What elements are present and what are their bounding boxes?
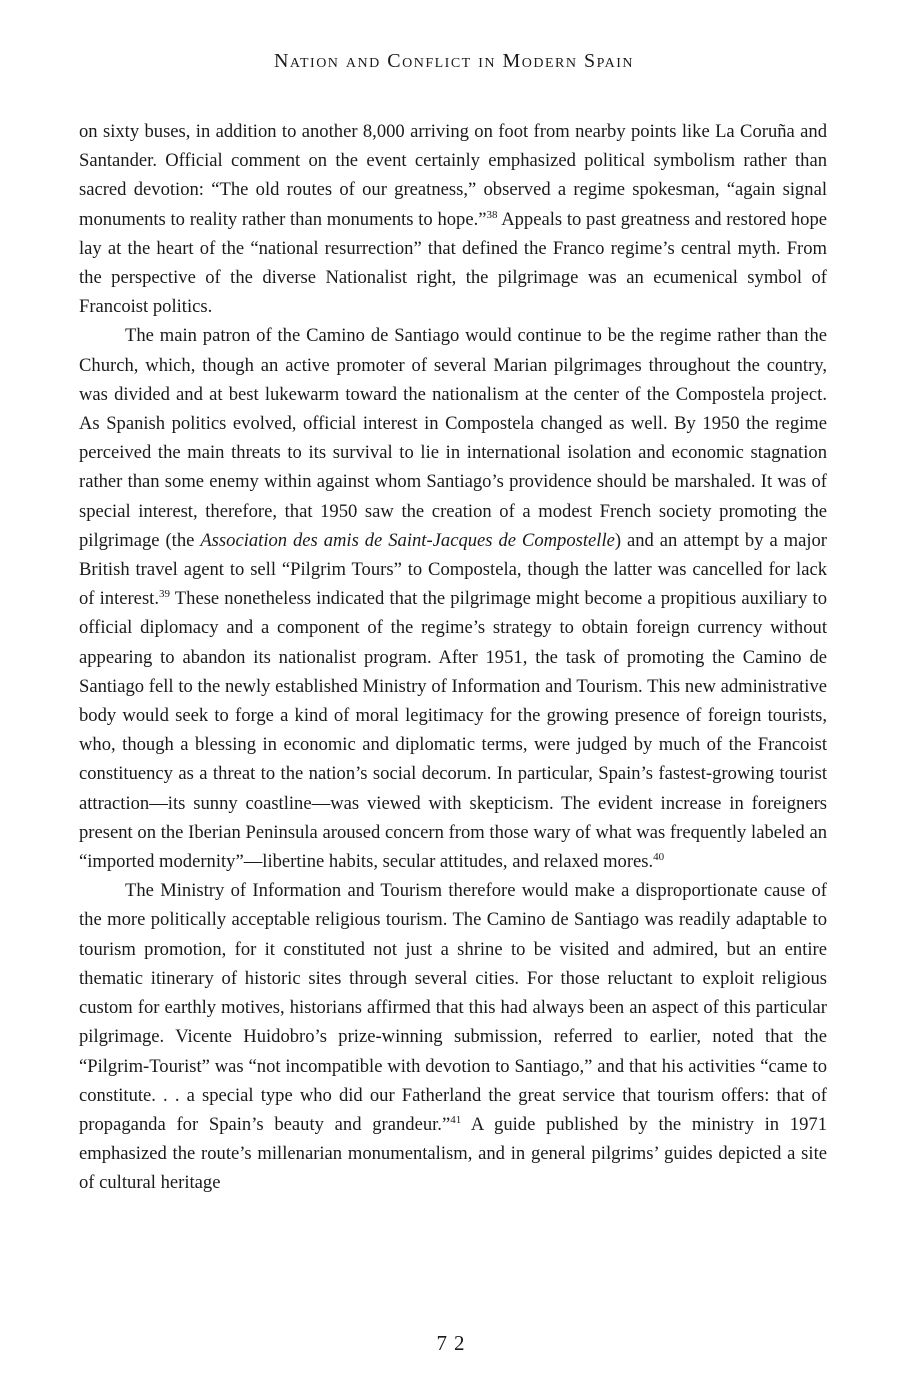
page-number: 72 bbox=[436, 1331, 472, 1355]
text-segment: ) and an attempt by a major British travel agent to sell “Pilgrim Tours” to Compostela, though the latter was cancelled for lack of interest. bbox=[79, 529, 827, 610]
running-head: Nation and Conflict in Modern Spain bbox=[273, 50, 634, 72]
text-segment: The Ministry of Information and Tourism therefore would make a disproportionate cause of the more politically acceptable religious tourism. The Camino de Santiago was readily adaptable to tourism promotion, for it constituted not just a shrine to be visited and admired, but an entire thematic itinerary of historic sites through several cities. For those reluctant to exploit religious custom for earthly motives, historians affirmed that this had always been an aspect of this particular pilgrimage. Vicente Huidobro’s prize-winning submission, referred to earlier, noted that the “Pilgrim-Tourist” was “not incompatible with devotion to Santiago,” and that his activities “came to constitute. . . a special type who did our Fatherland the great service that tourism offers: that of propaganda for Spain’s beauty and grandeur.” bbox=[79, 880, 827, 1135]
text-segment: on sixty buses, in addition to another 8,000 arriving on foot from nearby points like La Coruña and Santander. Official comment on the event certainly emphasized political symbolism rather than sacred devotion: “The old routes of our greatness,” observed a regime spokesman, “again signal monuments to reality rather than monuments to hope.” bbox=[79, 121, 827, 230]
paragraph bbox=[79, 876, 827, 1197]
footnote-ref: 38 bbox=[486, 208, 498, 221]
text-segment: A guide published by the ministry in 1971 emphasized the route’s millenarian monumentalism, and in general pilgrims’ guides depicted a site of cultural heritage bbox=[79, 1113, 827, 1194]
paragraph bbox=[79, 321, 827, 876]
footnote-ref: 39 bbox=[159, 588, 170, 601]
paragraph bbox=[79, 117, 827, 321]
text-segment: These nonetheless indicated that the pilgrimage might become a propitious auxiliary to official diplomacy and a component of the regime’s strategy to obtain foreign currency without appearing to abandon its nationalist program. After 1951, the task of promoting the Camino de Santiago fell to the newly established Ministry of Information and Tourism. This new administrative body would seek to forge a kind of moral legitimacy for the growing presence of foreign tourists, who, though a blessing in economic and diplomatic terms, were judged by much of the Francoist constituency as a threat to the nation’s social decorum. In particular, Spain’s fastest-growing tourist attraction—its sunny coastline—was viewed with skepticism. The evident increase in foreigners present on the Iberian Peninsula aroused concern from those wary of what was frequently labeled an “imported modernity”—libertine habits, secular attitudes, and relaxed mores. bbox=[79, 588, 827, 873]
body-text bbox=[79, 117, 827, 1198]
footnote-ref: 40 bbox=[653, 851, 665, 864]
text-segment: Appeals to past greatness and restored hope lay at the heart of the “national resurrection” that defined the Franco regime’s central myth. From the perspective of the diverse Nationalist right, the pilgrimage was an ecumenical symbol of Francoist politics. bbox=[79, 208, 827, 318]
footnote-ref: 41 bbox=[450, 1113, 462, 1126]
italic-title: Association des amis de Saint-Jacques de Compostelle bbox=[200, 529, 615, 551]
text-segment: The main patron of the Camino de Santiago would continue to be the regime rather than the Church, which, though an active promoter of several Marian pilgrimages throughout the country, was divided and at best lukewarm toward the nationalism at the center of the Compostela project. As Spanish politics evolved, official interest in Compostela changed as well. By 1950 the regime perceived the main threats to its survival to lie in international isolation and economic stagnation rather than some enemy within against whom Santiago’s providence should be marshaled. It was of special interest, therefore, that 1950 saw the creation of a modest French society promoting the pilgrimage (the bbox=[79, 325, 827, 551]
